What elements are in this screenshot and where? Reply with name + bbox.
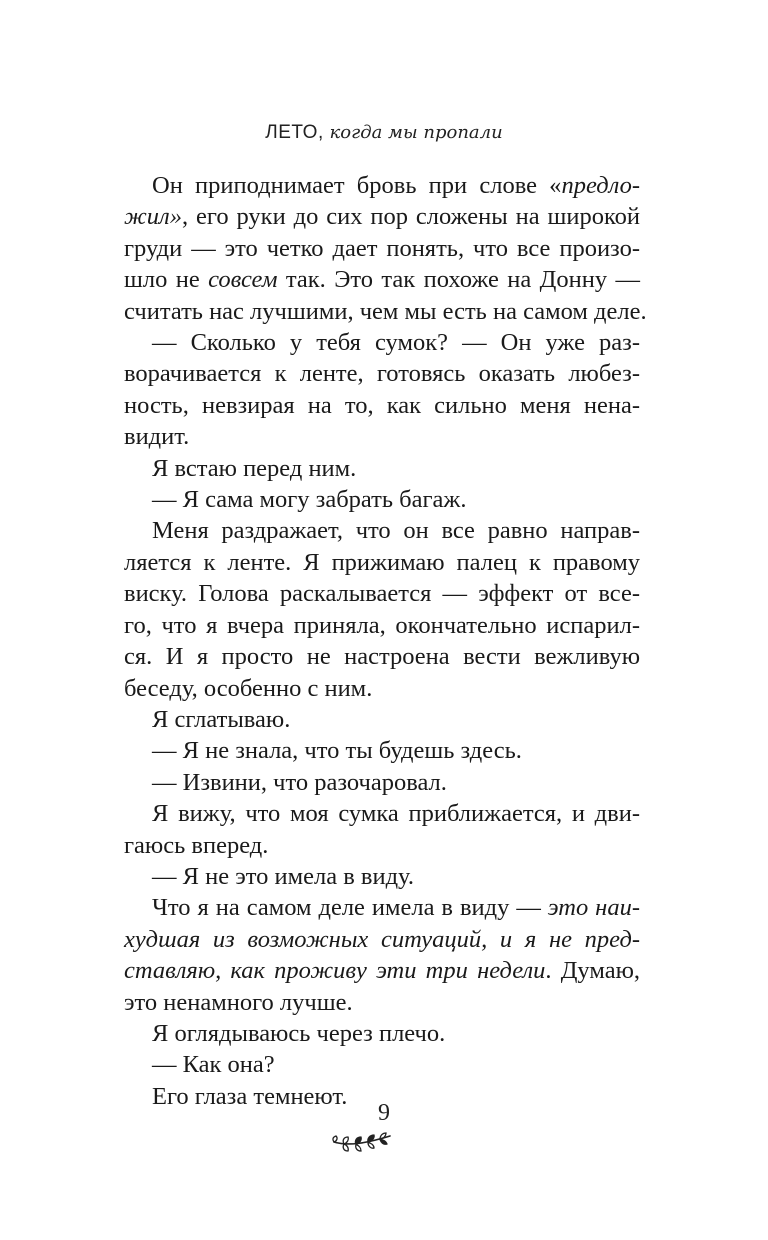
text-line: Его глаза темнеют. bbox=[152, 1082, 348, 1110]
paragraph bbox=[124, 170, 647, 327]
text-line: — Как она? bbox=[152, 1051, 275, 1079]
italic-text: жил» bbox=[124, 203, 182, 231]
text-line: Я сглатываю. bbox=[152, 705, 291, 733]
paragraph bbox=[124, 1018, 640, 1049]
text-line: Меня раздражает, что он все равно направ- bbox=[152, 517, 640, 545]
text-line: ставляю, как проживу эти три недели. Думаю, bbox=[124, 957, 640, 985]
text-line: — Я сама могу забрать багаж. bbox=[152, 486, 467, 514]
text-line bbox=[124, 924, 640, 955]
paragraph bbox=[124, 453, 640, 484]
text-line: — Извини, что разочаровал. bbox=[152, 768, 447, 796]
text-line: ворачивается к ленте, готовясь оказать любез- bbox=[124, 360, 640, 388]
text-line: виску. Голова раскалывается — эффект от все- bbox=[124, 580, 640, 608]
text-line: гаюсь вперед. bbox=[124, 831, 269, 859]
text-line: это ненамного лучше. bbox=[124, 988, 353, 1016]
paragraph bbox=[124, 798, 640, 861]
header-title-caps: ЛЕТО, bbox=[265, 122, 324, 143]
text-line: Что я на самом деле имела в виду — это наи- bbox=[152, 894, 640, 922]
header-title-script: когда мы пропали bbox=[329, 122, 503, 143]
paragraph bbox=[124, 327, 640, 453]
italic-text: это наи- bbox=[547, 894, 640, 922]
italic-text: худшая из возможных ситуаций, и я не пред- bbox=[124, 925, 640, 953]
text-line: видит. bbox=[124, 423, 190, 451]
text-line: ся. И я просто не настроена вести вежливую bbox=[124, 643, 640, 671]
text-line: Я вижу, что моя сумка приближается, и дви- bbox=[152, 800, 640, 828]
text-line: беседу, особенно с ним. bbox=[124, 674, 373, 702]
text-line: считать нас лучшими, чем мы есть на самом деле. bbox=[124, 297, 647, 325]
leaf-branch-icon bbox=[330, 1126, 394, 1154]
text-line: — Я не знала, что ты будешь здесь. bbox=[152, 737, 522, 765]
italic-text: совсем bbox=[208, 266, 278, 294]
paragraph bbox=[124, 767, 640, 798]
text-line: груди — это четко дает понять, что все произо- bbox=[124, 234, 640, 262]
text-line: Я встаю перед ним. bbox=[152, 454, 357, 482]
text-line: шло не совсем так. Это так похоже на Донну — bbox=[124, 266, 641, 294]
paragraph bbox=[124, 704, 640, 735]
text-line: — Я не это имела в виду. bbox=[152, 862, 414, 890]
paragraph bbox=[124, 861, 640, 892]
text-line: ляется к ленте. Я прижимаю палец к правому bbox=[124, 548, 640, 576]
body-text bbox=[124, 170, 647, 1112]
paragraph bbox=[124, 484, 640, 515]
paragraph bbox=[124, 892, 640, 1018]
text-line: Я оглядываюсь через плечо. bbox=[152, 1019, 446, 1047]
paragraph bbox=[124, 735, 640, 766]
italic-text: предло- bbox=[561, 172, 640, 199]
running-header bbox=[0, 122, 768, 144]
paragraph bbox=[124, 515, 640, 703]
text-line: жил», его руки до сих пор сложены на широкой bbox=[124, 203, 640, 231]
page-number: 9 bbox=[378, 1100, 390, 1126]
paragraph bbox=[124, 1049, 640, 1080]
italic-text: ставляю, как проживу эти три недели bbox=[124, 957, 546, 985]
text-line: Он приподнимает бровь при слове «предло- bbox=[152, 172, 640, 199]
text-line: — Сколько у тебя сумок? — Он уже раз- bbox=[152, 329, 640, 357]
text-line: ность, невзирая на то, как сильно меня нена- bbox=[124, 391, 640, 419]
text-line: го, что я вчера приняла, окончательно испарил- bbox=[124, 611, 640, 639]
